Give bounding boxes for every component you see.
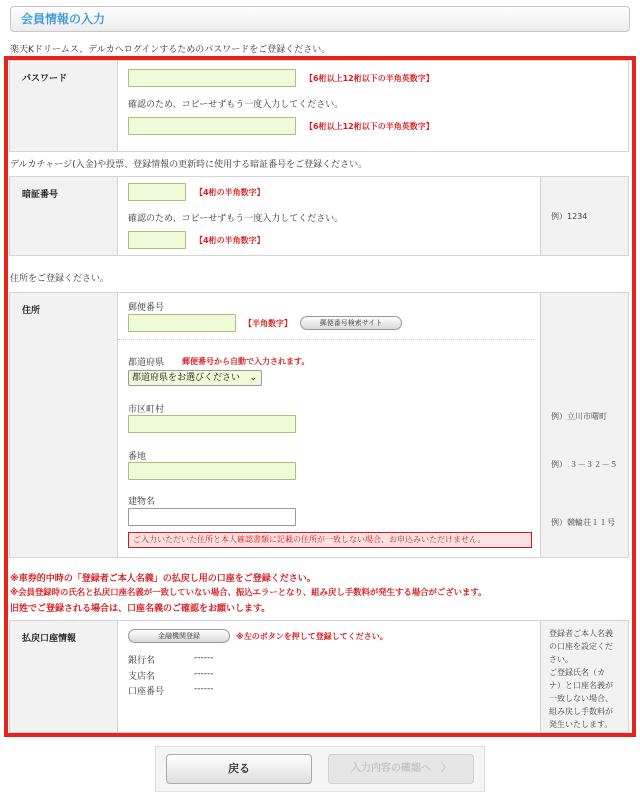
bank-side-note-line: 登録者ご本人名義 (549, 629, 613, 638)
address-label-cell (10, 293, 118, 557)
bank-side-note-line: さい。 (549, 655, 573, 664)
pin-label-cell (10, 177, 118, 255)
city-label: 市区町村 (128, 405, 165, 415)
pin-confirm-rule: 【4桁の半角数字】 (195, 236, 265, 245)
bank-name-value: ------ (194, 653, 214, 663)
street-label: 番地 (128, 452, 147, 462)
pin-example: 例）1234 (551, 212, 588, 221)
bank-side-note-line: ナ）と口座名義が (549, 681, 613, 690)
refund-note-2: ※会員登録時の氏名と払戻口座名義が一致していない場合、振込エラーとなり、組み戻し手数料が発生する場合がございます。 (10, 587, 487, 597)
postal-search-button[interactable]: 郵便番号検索サイト (300, 316, 402, 330)
chevron-down-icon: ⌄ (249, 373, 257, 383)
building-label: 建物名 (128, 497, 156, 507)
street-example: 例） ３－３２－５ (551, 460, 618, 469)
refund-note-3: 旧姓でご登録される場合は、口座名義のご確認をお願いします。 (10, 604, 271, 614)
pin-intro-text: デルカチャージ(入金)や投票、登録情報の更新時に使用する暗証番号をご登録ください。 (10, 160, 368, 170)
pin-confirm-input[interactable] (128, 231, 186, 249)
address-section (9, 292, 629, 558)
address-divider (118, 339, 534, 340)
postal-code-input[interactable] (128, 314, 236, 332)
bank-register-note: ※左のボタンを押して登録してください。 (236, 632, 388, 641)
branch-value: ------ (194, 669, 214, 679)
postal-rule: 【半角数字】 (244, 319, 292, 328)
address-intro-text: 住所をご登録ください。 (10, 274, 110, 284)
refund-note-1: ※車券的中時の「登録者ご本人名義」の払戻し用の口座をご登録ください。 (10, 574, 316, 584)
password-input[interactable] (128, 69, 296, 87)
password-confirm-note: 確認のため、コピーせずもう一度入力してください。 (128, 100, 344, 110)
bank-side-note-line: ご登録氏名（カ (549, 668, 605, 677)
confirm-button[interactable]: 入力内容の確認へ 〉 (328, 754, 474, 784)
pref-label: 都道府県 (128, 358, 165, 368)
password-rule: 【6桁以上12桁以下の半角英数字】 (305, 74, 434, 83)
bank-side-note-line: 発生いたします。 (549, 720, 613, 729)
bank-label-cell (10, 621, 118, 732)
branch-label: 支店名 (128, 672, 156, 682)
password-confirm-input[interactable] (128, 117, 296, 135)
bank-name-label: 銀行名 (128, 656, 156, 666)
postal-label: 郵便番号 (128, 303, 165, 313)
prefecture-select[interactable] (128, 370, 262, 386)
account-value: ------ (194, 684, 214, 694)
building-input[interactable] (128, 508, 296, 526)
pin-label: 暗証番号 (22, 190, 59, 200)
password-confirm-rule: 【6桁以上12桁以下の半角英数字】 (305, 122, 434, 131)
password-label-cell (10, 61, 118, 151)
pin-rule: 【4桁の半角数字】 (195, 188, 265, 197)
pref-auto-note: 郵便番号から自動で入力されます。 (182, 357, 310, 366)
address-label: 住所 (22, 306, 41, 316)
prefecture-select-value: 都道府県をお選びください (132, 373, 241, 383)
bank-side-note (549, 627, 631, 731)
bank-label: 払戻口座情報 (22, 634, 77, 644)
address-warning: ご入力いただいた住所と本人確認書類に記載の住所が一致しない場合、お申込みいただけません。 (128, 532, 532, 548)
back-button[interactable]: 戻る (166, 754, 312, 784)
pin-input[interactable] (128, 183, 186, 201)
pin-confirm-note: 確認のため、コピーせずもう一度入力してください。 (128, 214, 344, 224)
account-label: 口座番号 (128, 687, 165, 697)
bank-side-note-line: の口座を設定くだ (549, 642, 613, 651)
street-input[interactable] (128, 462, 296, 480)
bank-register-button[interactable]: 金融機関登録 (128, 629, 230, 643)
page-title: 会員情報の入力 (10, 6, 630, 32)
bank-side-note-line: 組み戻し手数料が (549, 707, 613, 716)
intro-text: 楽天Kドリームス、デルカへログインするためのパスワードをご登録ください。 (10, 45, 331, 55)
city-input[interactable] (128, 415, 296, 433)
city-example: 例）立川市曙町 (551, 412, 607, 421)
building-example: 例）競輪荘１１号 (551, 518, 615, 527)
bank-side-note-line: 一致しない場合、 (549, 694, 613, 703)
password-label: パスワード (22, 74, 68, 84)
